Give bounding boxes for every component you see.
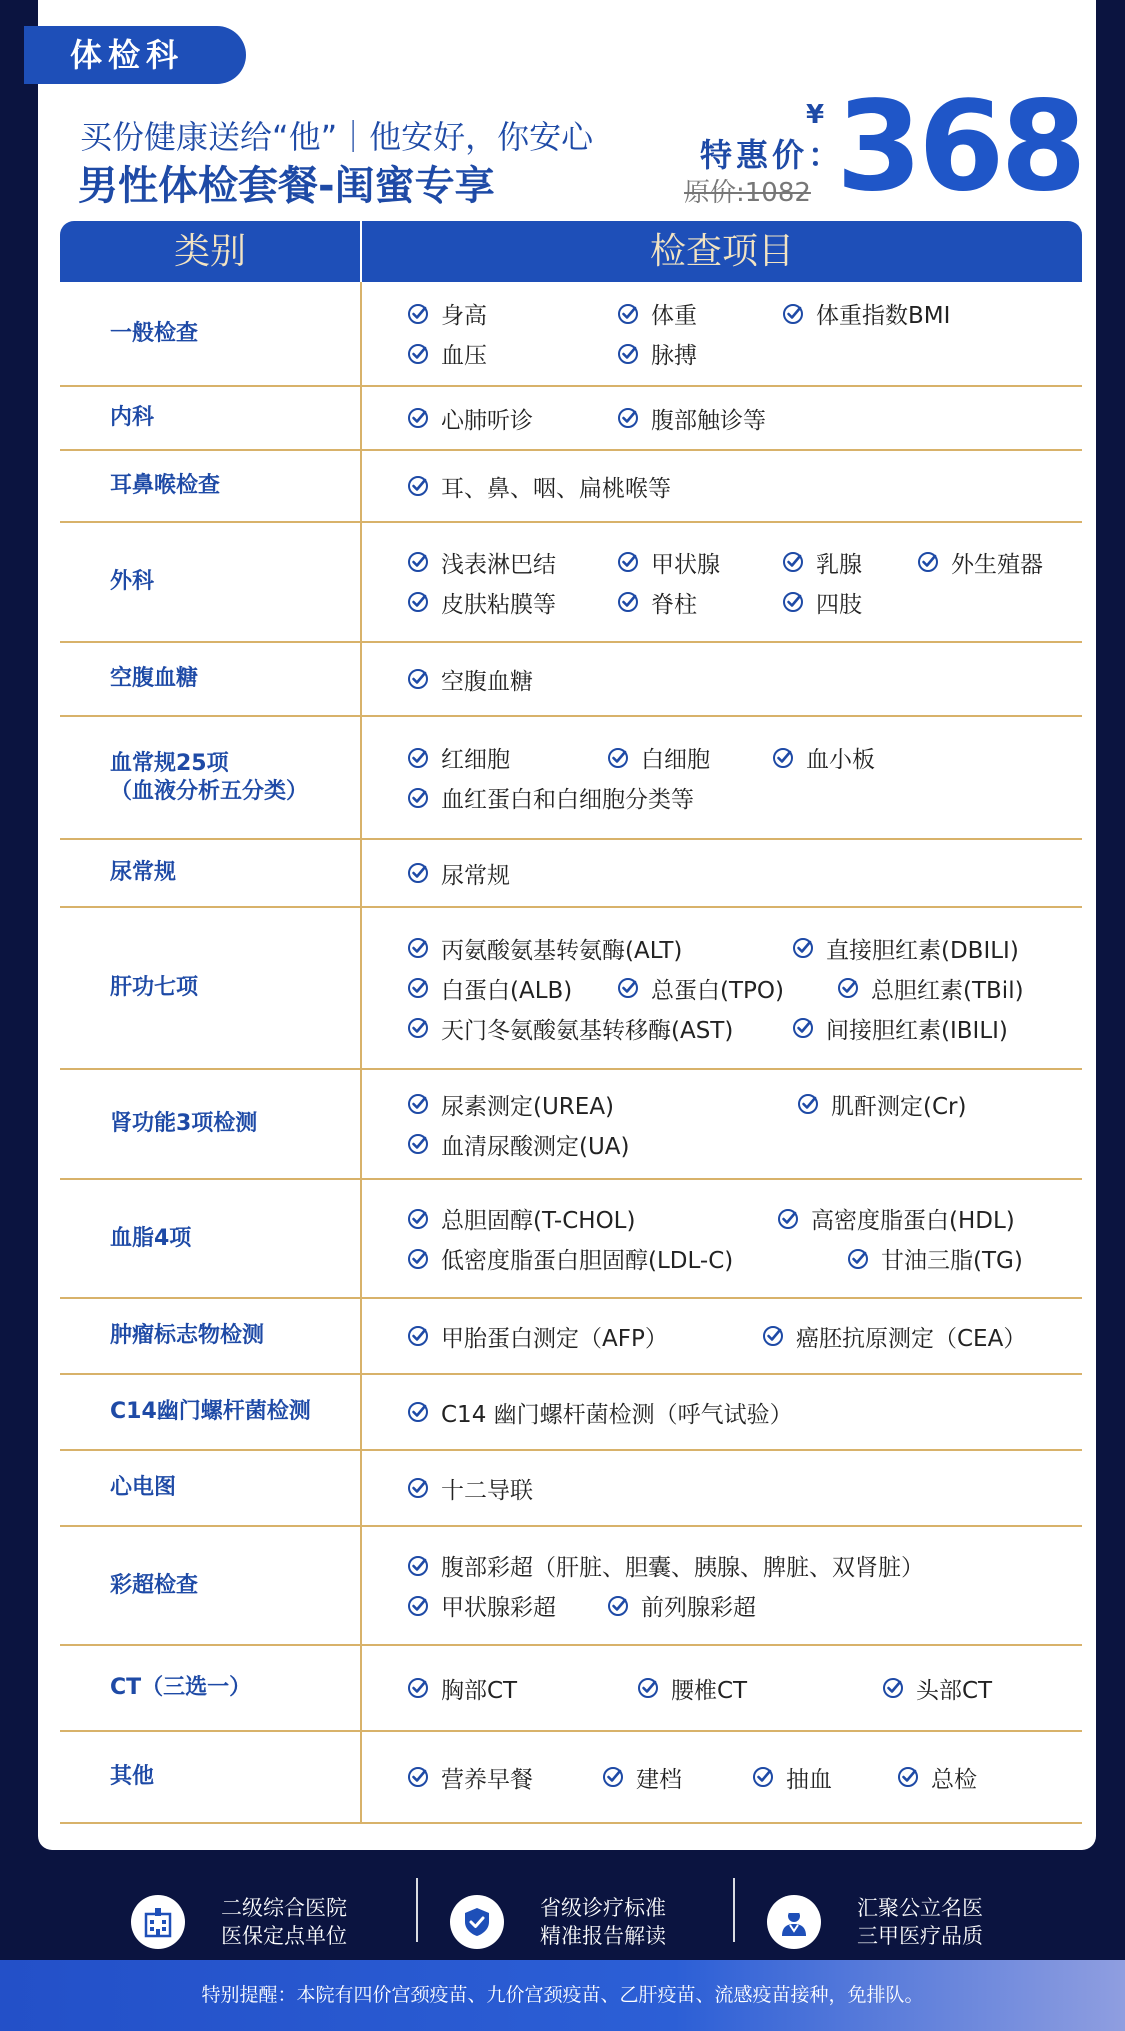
item-line [407,659,1082,699]
exam-item [407,1320,668,1353]
items-cell [362,1646,1082,1730]
category-cell: 血常规25项 （血液分析五分类） [60,717,362,838]
check-circle-icon [882,1677,904,1699]
exam-item-label: 体重 [651,303,697,329]
exam-item [617,586,697,619]
exam-item-label: 低密度脂蛋白胆固醇(LDL-C) [441,1248,734,1274]
exam-item-label: 浅表淋巴结 [441,551,556,578]
exam-item [407,297,487,330]
exam-item-label: 前列腺彩超 [641,1595,756,1621]
exam-item [407,781,694,814]
exam-item-label: 空腹血糖 [441,668,533,695]
category-cell: C14幽门螺杆菌检测 [60,1375,362,1449]
exam-item [407,1128,630,1161]
check-circle-icon [407,1325,429,1347]
exam-item-label: 甲状腺 [651,551,720,578]
check-circle-icon [797,1093,819,1115]
item-line [407,1316,1082,1356]
exam-item-label: 腹部触诊等 [651,407,766,434]
exam-item [407,1472,533,1505]
table-row [60,1451,1082,1527]
items-cell [362,643,1082,715]
table-row [60,1375,1082,1451]
items-cell [362,1180,1082,1297]
check-circle-icon [407,787,429,809]
header-items: 检查项目 [649,231,794,272]
items-cell [362,717,1082,838]
exam-item [917,546,1043,579]
exam-item-label: 血小板 [806,747,875,773]
exam-item-label: 高密度脂蛋白(HDL) [811,1208,1015,1234]
exam-item [407,586,556,619]
category-cell: 肾功能3项检测 [60,1070,362,1178]
check-circle-icon [917,551,939,573]
items-cell [362,1070,1082,1178]
feature-line2: 精准报告解读 [540,1924,666,1948]
check-circle-icon [407,1093,429,1115]
feature-divider [416,1878,418,1942]
item-line [407,334,1082,374]
check-circle-icon [617,551,639,573]
exam-item [407,1202,635,1235]
exam-item [407,741,510,774]
check-circle-icon [847,1248,869,1270]
table-row [60,1646,1082,1732]
check-circle-icon [407,1133,429,1155]
item-line [407,1084,1082,1124]
check-circle-icon [782,551,804,573]
exam-item [782,586,862,619]
exam-item [407,1396,793,1429]
exam-item-label: 血压 [441,343,487,369]
exam-item-label: 白蛋白(ALB) [441,977,573,1004]
package-title: 男性体检套餐-闺蜜专享 [78,163,495,209]
check-circle-icon [407,862,429,884]
exam-item-label: 胸部CT [441,1677,518,1704]
table-row [60,523,1082,643]
check-circle-icon [407,591,429,613]
item-line [407,738,1082,778]
exam-item-label: 心肺听诊 [441,407,533,434]
exam-item-label: 乳腺 [816,551,862,578]
exam-item [407,663,533,696]
exam-item-label: 丙氨酸氨基转氨酶(ALT) [441,937,683,964]
exam-item-label: 耳、鼻、咽、扁桃喉等 [441,475,671,502]
exam-item [407,546,556,579]
table-row [60,1180,1082,1299]
table-row [60,840,1082,908]
exam-item [407,857,510,890]
item-line [407,294,1082,334]
exam-item [617,337,697,370]
exam-item [407,337,487,370]
check-circle-icon [407,1477,429,1499]
category-cell: 肝功七项 [60,908,362,1068]
check-circle-icon [792,937,814,959]
exam-item [792,1012,1008,1045]
exam-item-label: 白细胞 [641,747,710,773]
item-line [407,1124,1082,1164]
table-row [60,1732,1082,1824]
exam-item [407,1761,533,1794]
check-circle-icon [637,1677,659,1699]
table-row [60,1070,1082,1180]
item-line [407,1586,1082,1626]
category-cell: 血脂4项 [60,1180,362,1297]
category-cell: 尿常规 [60,840,362,906]
items-cell [362,1451,1082,1525]
category-cell: 耳鼻喉检查 [60,451,362,521]
category-cell: 空腹血糖 [60,643,362,715]
table-row [60,1527,1082,1646]
exam-item-label: 血红蛋白和白细胞分类等 [441,787,694,813]
exam-item-label: 总检 [931,1766,977,1793]
exam-item [637,1672,747,1705]
item-line [407,1392,1082,1432]
check-circle-icon [407,303,429,325]
check-circle-icon [407,551,429,573]
exam-item-label: 总胆固醇(T-CHOL) [441,1208,636,1234]
check-circle-icon [617,977,639,999]
feature-line1: 二级综合医院 [221,1896,347,1920]
exam-item-label: 体重指数BMI [816,303,951,329]
items-cell [362,908,1082,1068]
items-cell [362,1375,1082,1449]
check-circle-icon [407,668,429,690]
check-circle-icon [407,1595,429,1617]
check-circle-icon [777,1208,799,1230]
feature-line2: 三甲医疗品质 [857,1924,983,1948]
table-row [60,387,1082,451]
check-circle-icon [617,407,639,429]
check-circle-icon [792,1017,814,1039]
exam-item [762,1320,1026,1353]
check-circle-icon [897,1766,919,1788]
item-line [407,928,1082,968]
department-tag: 体检科 [24,26,246,84]
table-row [60,717,1082,840]
check-circle-icon [407,1017,429,1039]
exam-item-label: 腹部彩超（肝脏、胆囊、胰腺、脾脏、双肾脏） [441,1555,924,1581]
table-row [60,1299,1082,1375]
exam-item-label: C14 幽门螺杆菌检测（呼气试验） [441,1401,793,1428]
check-circle-icon [407,747,429,769]
exam-item [772,741,875,774]
exam-item [407,1242,733,1275]
check-circle-icon [407,475,429,497]
items-cell [362,840,1082,906]
exam-item [407,1672,517,1705]
check-circle-icon [772,747,794,769]
category-cell: 彩超检查 [60,1527,362,1644]
exam-item [882,1672,992,1705]
exam-item [607,1589,756,1622]
exam-item [837,972,1024,1005]
check-circle-icon [407,1208,429,1230]
exam-item-label: 建档 [636,1766,682,1793]
category-cell: 肿瘤标志物检测 [60,1299,362,1373]
exam-item [617,402,766,435]
items-cell [362,1732,1082,1822]
feature-doctors [767,1872,983,1972]
table-row [60,643,1082,717]
table-row [60,282,1082,387]
exam-item-label: 总蛋白(TPO) [651,977,784,1004]
exam-item-label: 四肢 [816,591,862,618]
item-line [407,1239,1082,1279]
feature-hospital [131,1872,347,1972]
items-cell [362,1299,1082,1373]
exam-item [752,1761,832,1794]
exam-item [607,741,710,774]
exam-item-label: 甲状腺彩超 [441,1595,556,1621]
currency-symbol: ¥ [806,100,825,130]
category-cell: 内科 [60,387,362,449]
exam-item [792,932,1019,965]
feature-line1: 汇聚公立名医 [857,1896,983,1920]
notice-bar: 特别提醒：本院有四价宫颈疫苗、九价宫颈疫苗、乙肝疫苗、流感疫苗接种，免排队。 [0,1960,1125,2031]
check-circle-icon [407,1248,429,1270]
exam-item [782,297,950,330]
exam-item [617,546,720,579]
check-circle-icon [407,977,429,999]
check-circle-icon [617,591,639,613]
exam-item [617,972,784,1005]
item-line [407,1468,1082,1508]
exam-item-label: 尿常规 [441,862,510,889]
exam-item [797,1088,966,1121]
slogan: 买份健康送给“他”｜他安好，你安心 [80,118,594,156]
price-label: 特惠价： [700,136,845,174]
check-circle-icon [837,977,859,999]
original-price: 原价:1082 [684,178,811,208]
check-circle-icon [752,1766,774,1788]
hospital-icon [131,1895,185,1949]
feature-divider [733,1878,735,1942]
item-line [407,582,1082,622]
exam-item-label: 癌胚抗原测定（CEA） [796,1325,1027,1352]
table-header [60,221,1082,282]
exam-item-label: 身高 [441,303,487,329]
category-cell: 一般检查 [60,282,362,385]
check-circle-icon [607,747,629,769]
items-cell [362,451,1082,521]
exam-item-label: 十二导联 [441,1477,533,1504]
category-cell: 其他 [60,1732,362,1822]
check-circle-icon [762,1325,784,1347]
exam-item [782,546,862,579]
item-line [407,778,1082,818]
check-circle-icon [407,1677,429,1699]
exam-item-label: 皮肤粘膜等 [441,591,556,618]
category-cell: 心电图 [60,1451,362,1525]
item-line [407,968,1082,1008]
sale-price: 368 [836,75,1083,219]
check-circle-icon [602,1766,624,1788]
shield-check-icon [450,1895,504,1949]
exam-item-label: 脉搏 [651,343,697,369]
exam-item [407,470,671,503]
exam-item [407,402,533,435]
table-body [60,282,1082,1824]
item-line [407,1757,1082,1797]
exam-item-label: 甘油三脂(TG) [881,1248,1023,1274]
item-line [407,1008,1082,1048]
check-circle-icon [407,1766,429,1788]
items-cell [362,282,1082,385]
table-row [60,451,1082,523]
item-line [407,1668,1082,1708]
feature-bar [0,1872,1125,1972]
exam-item [407,1589,556,1622]
check-circle-icon [407,1401,429,1423]
category-cell: CT（三选一） [60,1646,362,1730]
items-cell [362,523,1082,641]
exam-table [60,221,1082,1824]
exam-item-label: 甲胎蛋白测定（AFP） [441,1325,668,1352]
check-circle-icon [782,591,804,613]
exam-item-label: 总胆红素(TBil) [871,977,1024,1004]
items-cell [362,1527,1082,1644]
feature-standard [450,1872,666,1972]
exam-item [847,1242,1023,1275]
header-category: 类别 [60,221,362,282]
check-circle-icon [407,407,429,429]
item-line [407,466,1082,506]
exam-item [777,1202,1015,1235]
exam-item-label: 直接胆红素(DBILI) [826,937,1019,964]
exam-item [407,1012,733,1045]
exam-item [407,1549,924,1582]
category-cell: 外科 [60,523,362,641]
exam-item [897,1761,977,1794]
check-circle-icon [617,303,639,325]
exam-item [602,1761,682,1794]
exam-item-label: 血清尿酸测定(UA) [441,1133,630,1160]
exam-item-label: 腰椎CT [671,1677,748,1704]
feature-line2: 医保定点单位 [221,1924,347,1948]
exam-item [407,932,682,965]
exam-item-label: 间接胆红素(IBILI) [826,1017,1008,1044]
exam-item-label: 尿素测定(UREA) [441,1093,615,1120]
item-line [407,542,1082,582]
exam-item [407,1088,614,1121]
item-line [407,1546,1082,1586]
items-cell [362,387,1082,449]
check-circle-icon [782,303,804,325]
table-row [60,908,1082,1070]
exam-item [407,972,572,1005]
exam-item-label: 脊柱 [651,591,697,618]
check-circle-icon [407,1555,429,1577]
exam-item-label: 抽血 [786,1766,832,1793]
check-circle-icon [407,937,429,959]
exam-item-label: 外生殖器 [951,551,1043,578]
exam-item-label: 肌酐测定(Cr) [831,1093,967,1120]
exam-item-label: 头部CT [916,1677,993,1704]
check-circle-icon [407,343,429,365]
check-circle-icon [607,1595,629,1617]
exam-item-label: 红细胞 [441,747,510,773]
feature-line1: 省级诊疗标准 [540,1896,666,1920]
exam-item [617,297,697,330]
item-line [407,853,1082,893]
doctor-icon [767,1895,821,1949]
item-line [407,1199,1082,1239]
exam-item-label: 天门冬氨酸氨基转移酶(AST) [441,1017,734,1044]
item-line [407,398,1082,438]
check-circle-icon [617,343,639,365]
exam-item-label: 营养早餐 [441,1766,533,1793]
